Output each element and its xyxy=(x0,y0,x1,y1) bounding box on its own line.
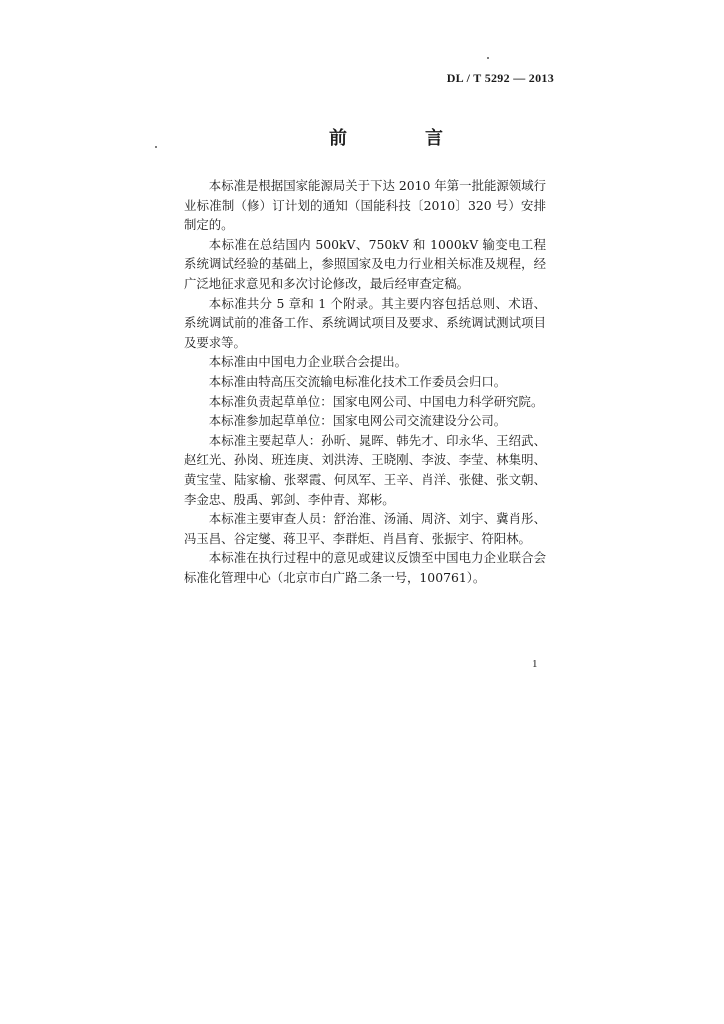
standard-code: DL / T 5292 — 2013 xyxy=(446,71,554,85)
paragraph-plan-source: 本标准是根据国家能源局关于下达 2010 年第一批能源领域行业标准制（修）订计划的通知（国能科技〔2010〕320 号）安排制定的。 xyxy=(184,178,546,233)
paragraph-main-drafters: 本标准主要起草人：孙昕、晁晖、韩先才、印永华、王绍武、赵红光、孙岗、班连庚、刘洪涛、王晓刚、李波、李莹、林集明、黄宝莹、陆家榆、张翠霞、何凤军、王辛、肖洋、张健、张文朝、李金忠、殷禹、郭剑、李仲青、郑彬。 xyxy=(184,432,546,507)
paragraph-reviewers: 本标准主要审查人员：舒治淮、汤涌、周济、刘宇、冀肖彤、冯玉昌、谷定燮、蒋卫平、李群炬、肖昌育、张振宇、符阳林。 xyxy=(184,511,546,546)
preface-body xyxy=(184,176,546,587)
paragraph-lead-drafters: 本标准负责起草单位：国家电网公司、中国电力科学研究院。 xyxy=(208,393,544,409)
paragraph-participating-drafters: 本标准参加起草单位：国家电网公司交流建设分公司。 xyxy=(208,413,507,429)
paragraph-basis: 本标准在总结国内 500kV、750kV 和 1000kV 输变电工程系统调试经验的基础上，参照国家及电力行业相关标准及规程，经广泛地征求意见和多次讨论修改，最后经审查定稿。 xyxy=(184,236,546,291)
page-title: 前 言 xyxy=(329,128,473,149)
paragraph-feedback: 本标准在执行过程中的意见或建议反馈至中国电力企业联合会标准化管理中心（北京市白广路二条一号，100761）。 xyxy=(184,550,546,585)
page-number: 1 xyxy=(532,658,538,670)
paragraph-committee: 本标准由特高压交流输电标准化技术工作委员会归口。 xyxy=(208,373,507,389)
paragraph-proposer: 本标准由中国电力企业联合会提出。 xyxy=(208,354,408,370)
scan-speck xyxy=(487,57,489,59)
scan-speck xyxy=(155,146,157,148)
paragraph-structure: 本标准共分 5 章和 1 个附录。其主要内容包括总则、术语、系统调试前的准备工作、系统调试项目及要求、系统调试测试项目及要求等。 xyxy=(184,295,546,350)
